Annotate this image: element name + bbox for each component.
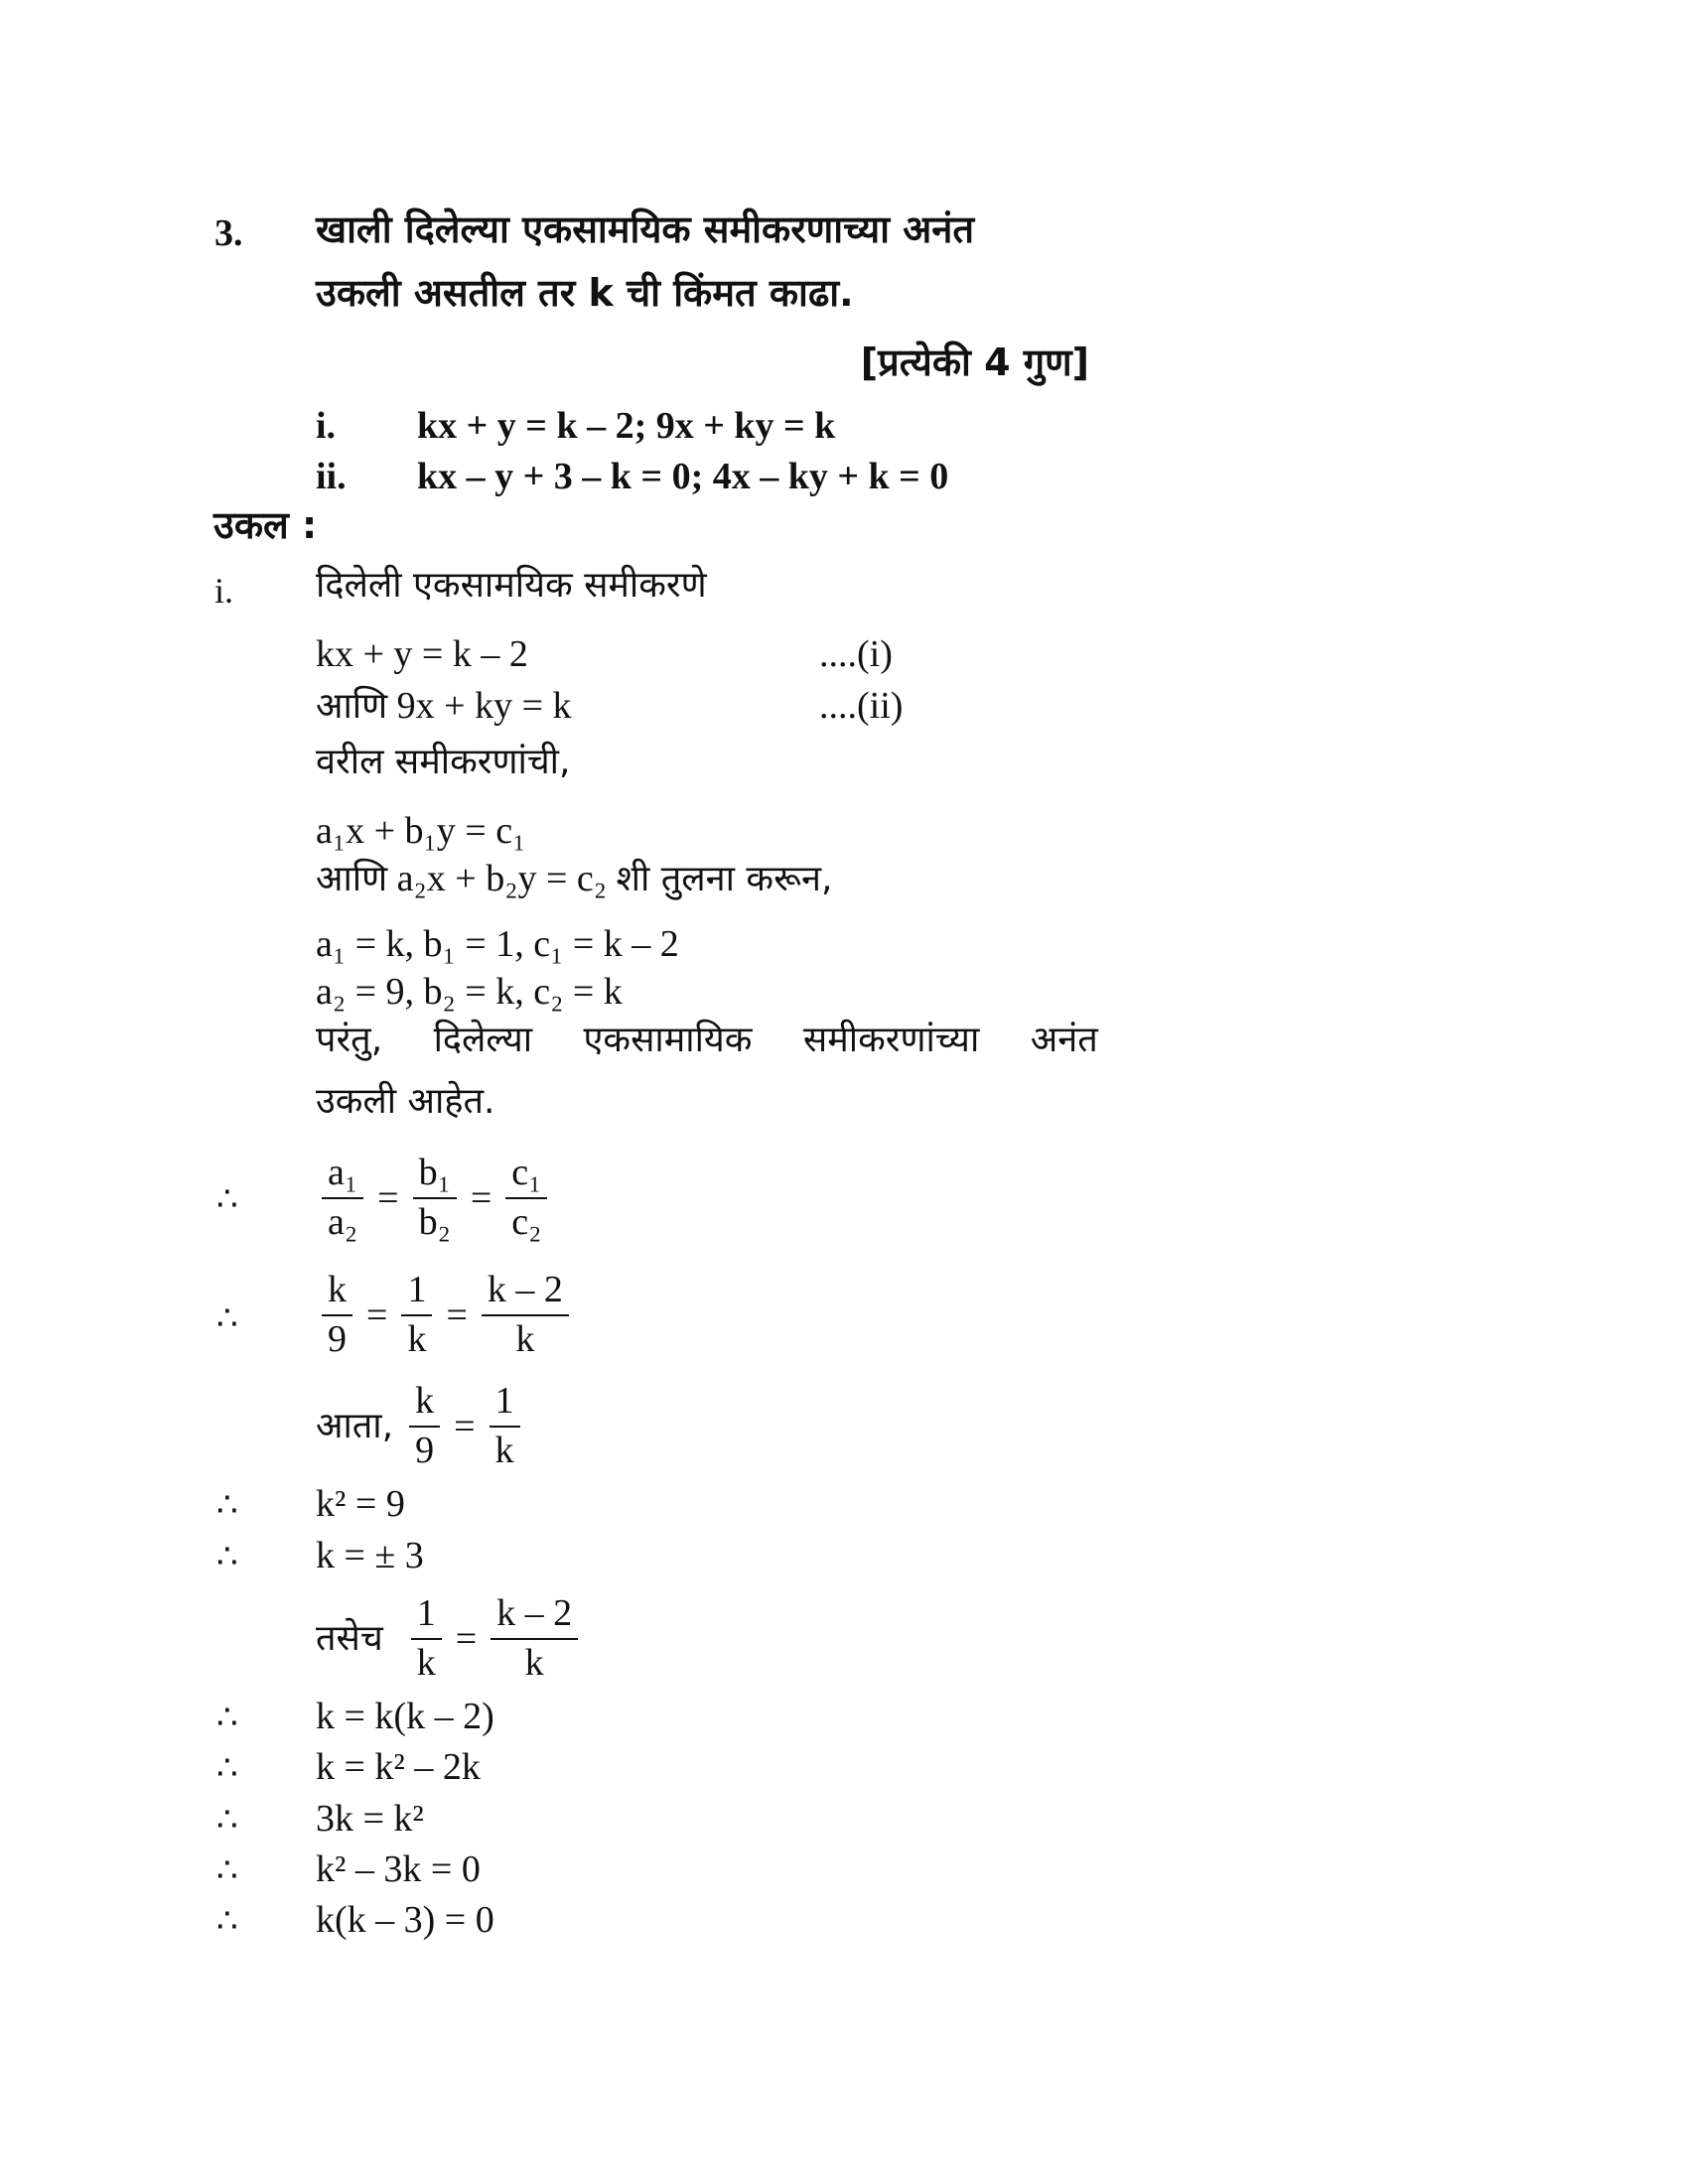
marks-label: [प्रत्येकी 4 गुण] (860, 341, 1089, 384)
fraction: $\frac{1}{k}$ (490, 1382, 520, 1471)
part-equation-ii: kx – y + 3 – k = 0; 4x – ky + k = 0 (417, 456, 949, 497)
equation-1: kx + y = k – 2 (316, 633, 528, 675)
fraction: $\frac{k - 2}{k}$ (491, 1594, 578, 1684)
fraction: $\frac{k - 2}{k}$ (482, 1271, 569, 1360)
ratio-values: $\frac{k}{9}$ = $\frac{1}{k}$ = $\frac{k - 2}{k}$ (316, 1271, 575, 1360)
question-text-line2: उकली असतील तर k ची किंमत काढा. (316, 271, 854, 315)
solution-heading: उकल : (213, 503, 318, 547)
and-word: आणि (316, 859, 388, 899)
therefore-symbol: ∴ (216, 1539, 238, 1575)
therefore-symbol: ∴ (216, 1300, 238, 1337)
given-text: दिलेली एकसामयिक समीकरणे (316, 565, 707, 606)
fraction: $\frac{1}{k}$ (411, 1594, 442, 1684)
step-line: k = k² – 2k (316, 1746, 481, 1788)
now-equation: आता, $\frac{k}{9}$ = $\frac{1}{k}$ (316, 1382, 526, 1471)
equation-1-tag: ....(i) (819, 633, 893, 675)
question-text-line1: खाली दिलेल्या एकसामयिक समीकरणाच्या अनंत (316, 207, 975, 251)
step-plus-minus: k = ± 3 (316, 1535, 424, 1576)
therefore-symbol: ∴ (216, 1852, 238, 1889)
ratio-condition: $\frac{\text{a₁}}{\text{a₂}}$ = $\frac{\text{b₁}}{\text{b₂}}$ = $\frac{\text{c₁}}{\text{c₂}}$ (316, 1154, 553, 1243)
also-equation: तसेच $\frac{1}{k}$ = $\frac{k - 2}{k}$ (316, 1594, 584, 1684)
step-line: k = k(k – 2) (316, 1696, 494, 1737)
therefore-symbol: ∴ (216, 1700, 238, 1736)
coefficients-2: a₂ = 9, b₂ = k, c₂ = k (316, 971, 623, 1013)
equation-2 (316, 687, 572, 725)
general-equation-2 (316, 860, 832, 897)
coefficients-1: a₁ = k, b₁ = 1, c₁ = k – 2 (316, 923, 679, 965)
therefore-symbol: ∴ (216, 1487, 238, 1524)
condition-line1: परंतु, दिलेल्या एकसामायिक समीकरणांच्या अनंत (316, 1020, 1098, 1060)
general-equation-1: a₁x + b₁y = c₁ (316, 810, 526, 852)
fraction: $\frac{1}{k}$ (401, 1271, 432, 1360)
fraction: $\frac{\text{c₁}}{\text{c₂}}$ (505, 1154, 547, 1243)
condition-line2: उकली आहेत. (316, 1081, 495, 1122)
therefore-symbol: ∴ (216, 1903, 238, 1940)
fraction: $\frac{k}{9}$ (409, 1382, 440, 1471)
step-line: k(k – 3) = 0 (316, 1899, 494, 1941)
part-label-ii: ii. (316, 456, 347, 497)
compare-intro: वरील समीकरणांची, (316, 742, 571, 782)
general-equation-2-lhs: a₂x + b₂y = c₂ (396, 858, 607, 899)
question-number: 3. (214, 212, 243, 254)
fraction: $\frac{\text{a₁}}{\text{a₂}}$ (322, 1154, 363, 1243)
and-word: आणि (316, 686, 388, 727)
step-line: 3k = k² (316, 1798, 424, 1840)
equation-2-tag: ....(ii) (819, 685, 904, 727)
fraction: $\frac{\text{b₁}}{\text{b₂}}$ (413, 1154, 457, 1243)
solution-part-label: i. (214, 571, 234, 611)
therefore-symbol: ∴ (216, 1181, 238, 1218)
step-line: k² – 3k = 0 (316, 1848, 481, 1890)
fraction: $\frac{k}{9}$ (322, 1271, 352, 1360)
therefore-symbol: ∴ (216, 1750, 238, 1787)
therefore-symbol: ∴ (216, 1802, 238, 1839)
part-label-i: i. (316, 405, 337, 447)
step-k-squared: k² = 9 (316, 1483, 405, 1525)
part-equation-i: kx + y = k – 2; 9x + ky = k (417, 405, 836, 447)
equation-2-lhs: 9x + ky = k (396, 685, 572, 727)
now-word: आता, (316, 1405, 394, 1446)
compare-suffix: शी तुलना करून, (616, 859, 833, 899)
also-word: तसेच (316, 1617, 383, 1659)
